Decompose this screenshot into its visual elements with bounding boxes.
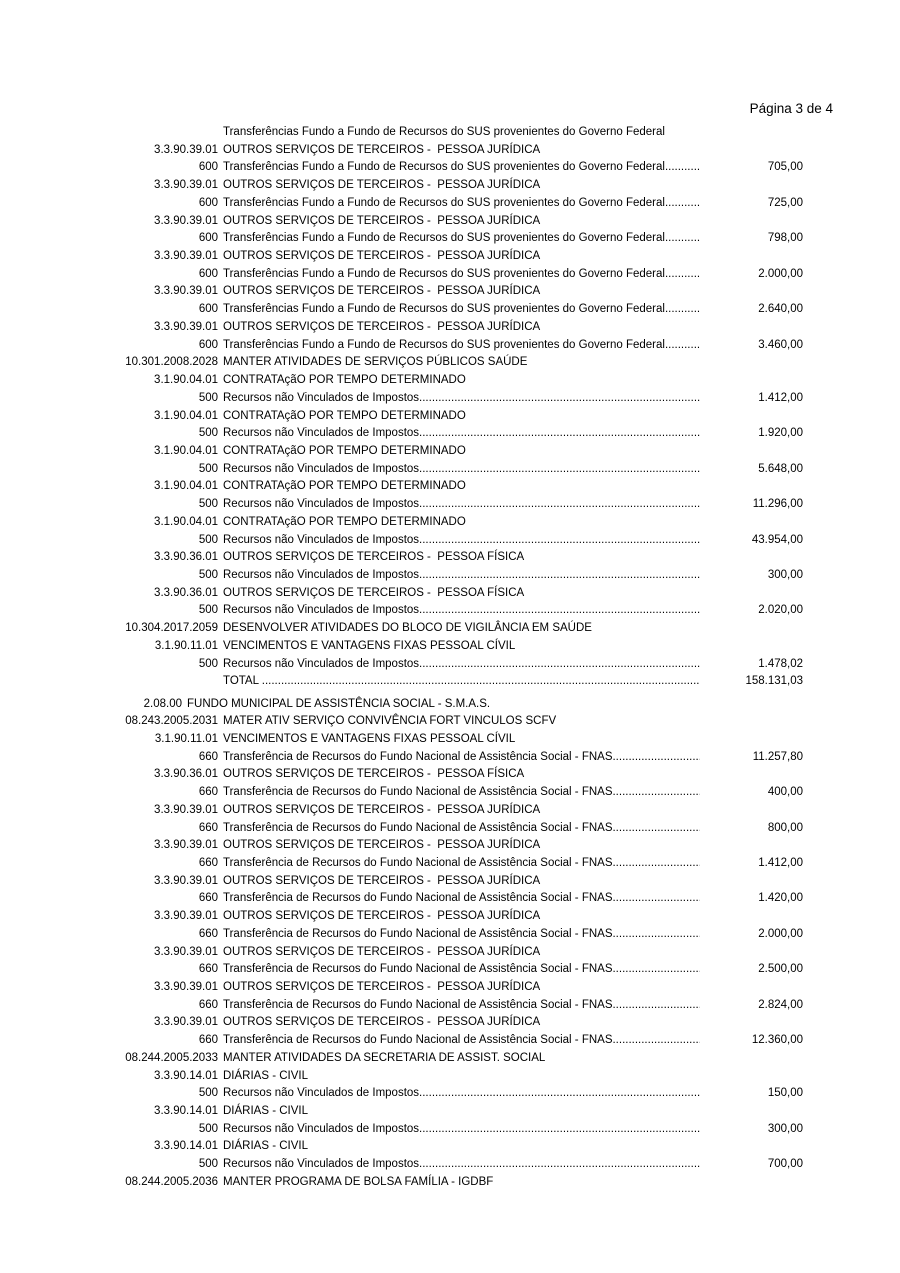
row-code: 660 [198, 821, 218, 834]
budget-row-element [100, 638, 803, 656]
budget-row-source [100, 461, 803, 479]
row-code: 600 [198, 196, 218, 209]
budget-row-source [100, 496, 803, 514]
row-code: 660 [198, 892, 218, 905]
row-code: 600 [198, 303, 218, 316]
row-description: Recursos não Vinculados de Impostos [223, 657, 420, 670]
dot-leader [419, 567, 700, 585]
row-description-wrap [223, 1103, 700, 1121]
row-description-wrap [223, 283, 700, 301]
row-description: CONTRATAçãO POR TEMPO DETERMINADO [223, 374, 466, 387]
row-description-wrap [223, 620, 700, 638]
row-code: 500 [198, 657, 218, 670]
row-code: 500 [198, 427, 218, 440]
budget-row-source [100, 749, 803, 767]
row-description: Recursos não Vinculados de Impostos [223, 1087, 420, 1100]
budget-row-element [100, 372, 803, 390]
row-description: Transferência de Recursos do Fundo Nacional de Assistência Social - FNAS [223, 821, 613, 834]
row-code: 600 [198, 161, 218, 174]
row-value: 2.824,00 [758, 998, 803, 1011]
row-code: 08.244.2005.2033 [125, 1051, 218, 1064]
row-description: Transferência de Recursos do Fundo Nacional de Assistência Social - FNAS [223, 856, 613, 869]
row-code: 3.3.90.36.01 [154, 551, 218, 564]
row-description-wrap [223, 301, 700, 319]
budget-row-element [100, 1103, 803, 1121]
row-code: 500 [198, 568, 218, 581]
row-description: TOTAL [223, 675, 262, 688]
row-value: 1.920,00 [758, 427, 803, 440]
dot-leader [665, 195, 700, 213]
row-description: CONTRATAçãO POR TEMPO DETERMINADO [223, 409, 466, 422]
budget-row-source [100, 1121, 803, 1139]
row-code: 660 [198, 750, 218, 763]
row-description: Transferência de Recursos do Fundo Nacional de Assistência Social - FNAS [223, 998, 613, 1011]
row-value: 2.640,00 [758, 303, 803, 316]
row-code: 3.3.90.39.01 [154, 214, 218, 227]
budget-row-source [100, 1032, 803, 1050]
row-description-wrap [187, 696, 700, 714]
row-code: 3.3.90.39.01 [154, 874, 218, 887]
budget-row-element [100, 908, 803, 926]
row-description: Transferências Fundo a Fundo de Recursos do SUS provenientes do Governo Federal [223, 161, 665, 174]
row-description: Transferência de Recursos do Fundo Nacional de Assistência Social - FNAS [223, 750, 613, 763]
row-description-wrap [223, 443, 700, 461]
row-value: 2.020,00 [758, 604, 803, 617]
dot-leader [419, 602, 700, 620]
row-description-wrap [223, 585, 700, 603]
row-value: 2.000,00 [758, 927, 803, 940]
budget-row-element [100, 1014, 803, 1032]
row-description: Transferência de Recursos do Fundo Nacional de Assistência Social - FNAS [223, 963, 613, 976]
row-code: 3.3.90.39.01 [154, 285, 218, 298]
row-code: 500 [198, 462, 218, 475]
row-code: 3.1.90.11.01 [154, 732, 218, 745]
row-description: Recursos não Vinculados de Impostos [223, 604, 420, 617]
row-description: MANTER PROGRAMA DE BOLSA FAMÍLIA - IGDBF [223, 1175, 494, 1188]
budget-row-source [100, 159, 803, 177]
budget-row-source [100, 926, 803, 944]
row-description: Transferências Fundo a Fundo de Recursos do SUS provenientes do Governo Federal [223, 196, 665, 209]
budget-row-element [100, 1068, 803, 1086]
budget-row-source [100, 1156, 803, 1174]
row-code: 500 [198, 533, 218, 546]
row-description-wrap [223, 837, 700, 855]
dot-leader [419, 1085, 700, 1103]
row-value: 300,00 [767, 1122, 803, 1135]
budget-row-source [100, 230, 803, 248]
dot-leader [665, 230, 700, 248]
row-description-wrap [223, 337, 700, 355]
dot-leader [612, 820, 700, 838]
row-description: OUTROS SERVIÇOS DE TERCEIROS - PESSOA JURÍDICA [223, 945, 541, 958]
row-description: MATER ATIV SERVIÇO CONVIVÊNCIA FORT VINCULOS SCFV [223, 715, 557, 728]
row-description-wrap [223, 766, 700, 784]
row-description-wrap [223, 926, 700, 944]
row-description: MANTER ATIVIDADES DA SECRETARIA DE ASSIST. SOCIAL [223, 1051, 546, 1064]
row-description: Transferência de Recursos do Fundo Nacional de Assistência Social - FNAS [223, 1034, 613, 1047]
row-value: 11.257,80 [752, 750, 803, 763]
row-description-wrap [223, 855, 700, 873]
budget-row-program [100, 620, 803, 638]
row-description: OUTROS SERVIÇOS DE TERCEIROS - PESSOA JURÍDICA [223, 250, 541, 263]
row-description-wrap [223, 514, 700, 532]
row-description: Recursos não Vinculados de Impostos [223, 1122, 420, 1135]
row-description: Transferência de Recursos do Fundo Nacional de Assistência Social - FNAS [223, 786, 613, 799]
budget-row-element [100, 514, 803, 532]
row-value: 1.412,00 [758, 391, 803, 404]
budget-row-element [100, 979, 803, 997]
row-value: 800,00 [767, 821, 803, 834]
dot-leader [419, 461, 700, 479]
row-description: Recursos não Vinculados de Impostos [223, 391, 420, 404]
budget-row-program [100, 1174, 803, 1192]
budget-row-source [100, 337, 803, 355]
row-description-wrap [223, 602, 700, 620]
budget-row-source [100, 656, 803, 674]
row-description-wrap [223, 890, 700, 908]
row-code: 3.3.90.39.01 [154, 320, 218, 333]
budget-row-source [100, 820, 803, 838]
row-description: CONTRATAçãO POR TEMPO DETERMINADO [223, 444, 466, 457]
dot-leader [665, 301, 700, 319]
budget-row-source [100, 602, 803, 620]
budget-row-element [100, 478, 803, 496]
row-description-wrap [223, 372, 700, 390]
row-description-wrap [223, 820, 700, 838]
row-description-wrap [223, 908, 700, 926]
row-description-wrap [223, 124, 700, 142]
budget-row-element [100, 319, 803, 337]
row-value: 158.131,03 [745, 675, 803, 688]
row-description-wrap [223, 159, 700, 177]
row-code: 3.3.90.39.01 [154, 910, 218, 923]
row-description: FUNDO MUNICIPAL DE ASSISTÊNCIA SOCIAL - S.M.A.S. [187, 697, 491, 710]
row-value: 1.412,00 [758, 856, 803, 869]
row-description: Recursos não Vinculados de Impostos [223, 462, 420, 475]
row-description-wrap [223, 784, 700, 802]
row-code: 10.304.2017.2059 [125, 622, 218, 635]
row-description-wrap [223, 354, 700, 372]
row-description-wrap [223, 177, 700, 195]
row-value: 150,00 [767, 1087, 803, 1100]
row-description-wrap [223, 673, 700, 691]
budget-row-element [100, 873, 803, 891]
row-description-wrap [223, 478, 700, 496]
row-description: Transferências Fundo a Fundo de Recursos do SUS provenientes do Governo Federal [223, 338, 665, 351]
row-code: 08.243.2005.2031 [125, 715, 218, 728]
budget-row-source [100, 266, 803, 284]
budget-row-continuation [100, 124, 803, 142]
budget-row-source [100, 961, 803, 979]
row-description: OUTROS SERVIÇOS DE TERCEIROS - PESSOA JURÍDICA [223, 839, 541, 852]
budget-row-element [100, 248, 803, 266]
row-code: 3.3.90.39.01 [154, 143, 218, 156]
row-description-wrap [223, 802, 700, 820]
row-value: 1.420,00 [758, 892, 803, 905]
row-description: Transferência de Recursos do Fundo Nacional de Assistência Social - FNAS [223, 892, 613, 905]
budget-row-source [100, 532, 803, 550]
row-description-wrap [223, 979, 700, 997]
budget-row-source [100, 390, 803, 408]
row-description-wrap [223, 1121, 700, 1139]
row-description-wrap [223, 713, 700, 731]
row-value: 12.360,00 [751, 1034, 803, 1047]
dot-leader [612, 855, 700, 873]
row-description: DESENVOLVER ATIVIDADES DO BLOCO DE VIGILÂNCIA EM SAÚDE [223, 622, 592, 635]
row-code: 3.3.90.39.01 [154, 839, 218, 852]
row-value: 705,00 [767, 161, 803, 174]
row-value: 1.478,02 [758, 657, 803, 670]
row-value: 725,00 [767, 196, 803, 209]
row-description: OUTROS SERVIÇOS DE TERCEIROS - PESSOA JURÍDICA [223, 320, 541, 333]
dot-leader [665, 337, 700, 355]
row-description: DIÁRIAS - CIVIL [223, 1105, 308, 1118]
row-code: 3.3.90.39.01 [154, 250, 218, 263]
budget-row-program [100, 1050, 803, 1068]
row-code: 600 [198, 338, 218, 351]
row-code: 500 [198, 1158, 218, 1171]
row-description: VENCIMENTOS E VANTAGENS FIXAS PESSOAL CÍVIL [223, 639, 516, 652]
row-code: 08.244.2005.2036 [125, 1175, 218, 1188]
dot-leader [665, 159, 700, 177]
page-number: Página 3 de 4 [749, 101, 833, 116]
dot-leader [612, 749, 700, 767]
row-description: Transferências Fundo a Fundo de Recursos do SUS provenientes do Governo Federal [223, 267, 665, 280]
dot-leader [419, 496, 700, 514]
row-description-wrap [223, 461, 700, 479]
row-code: 500 [198, 391, 218, 404]
row-description: Transferências Fundo a Fundo de Recursos do SUS provenientes do Governo Federal [223, 303, 665, 316]
row-value: 3.460,00 [758, 338, 803, 351]
row-value: 300,00 [767, 568, 803, 581]
row-code: 660 [198, 963, 218, 976]
row-code: 500 [198, 1122, 218, 1135]
row-code: 3.3.90.36.01 [154, 768, 218, 781]
row-description-wrap [223, 1156, 700, 1174]
row-description-wrap [223, 549, 700, 567]
dot-leader [612, 1032, 700, 1050]
budget-row-source [100, 425, 803, 443]
row-code: 3.1.90.04.01 [154, 515, 218, 528]
dot-leader [612, 961, 700, 979]
dot-leader [419, 390, 700, 408]
budget-row-element [100, 283, 803, 301]
row-description-wrap [223, 1014, 700, 1032]
row-description-wrap [223, 731, 700, 749]
budget-rows [100, 124, 803, 1192]
row-description: Recursos não Vinculados de Impostos [223, 533, 420, 546]
row-description-wrap [223, 408, 700, 426]
row-description-wrap [223, 1032, 700, 1050]
row-code: 3.1.90.04.01 [154, 409, 218, 422]
budget-row-element [100, 944, 803, 962]
row-description-wrap [223, 1050, 700, 1068]
budget-row-source [100, 855, 803, 873]
row-code: 2.08.00 [143, 697, 182, 710]
budget-row-source [100, 567, 803, 585]
row-value: 400,00 [767, 786, 803, 799]
dot-leader [262, 673, 700, 691]
row-value: 798,00 [767, 232, 803, 245]
row-description: OUTROS SERVIÇOS DE TERCEIROS - PESSOA JURÍDICA [223, 143, 541, 156]
dot-leader [419, 425, 700, 443]
dot-leader [419, 656, 700, 674]
row-description-wrap [223, 532, 700, 550]
budget-row-element [100, 837, 803, 855]
dot-leader [419, 532, 700, 550]
budget-row-element [100, 585, 803, 603]
row-description-wrap [223, 638, 700, 656]
budget-row-element [100, 802, 803, 820]
row-description: OUTROS SERVIÇOS DE TERCEIROS - PESSOA JURÍDICA [223, 803, 541, 816]
row-code: 3.3.90.14.01 [154, 1069, 218, 1082]
row-code: 600 [198, 267, 218, 280]
dot-leader [419, 1156, 700, 1174]
dot-leader [612, 926, 700, 944]
dot-leader [419, 1121, 700, 1139]
row-description-wrap [223, 195, 700, 213]
row-description: OUTROS SERVIÇOS DE TERCEIROS - PESSOA JURÍDICA [223, 179, 541, 192]
row-description-wrap [223, 997, 700, 1015]
row-description-wrap [223, 1174, 700, 1192]
row-description-wrap [223, 425, 700, 443]
row-code: 500 [198, 604, 218, 617]
row-code: 3.3.90.14.01 [154, 1105, 218, 1118]
row-description-wrap [223, 567, 700, 585]
budget-row-program [100, 354, 803, 372]
budget-row-element [100, 1138, 803, 1156]
row-description: OUTROS SERVIÇOS DE TERCEIROS - PESSOA JURÍDICA [223, 285, 541, 298]
dot-leader [612, 997, 700, 1015]
row-code: 660 [198, 927, 218, 940]
dot-leader [612, 890, 700, 908]
row-code: 3.3.90.36.01 [154, 586, 218, 599]
budget-row-source [100, 301, 803, 319]
row-description-wrap [223, 319, 700, 337]
row-description: CONTRATAçãO POR TEMPO DETERMINADO [223, 480, 466, 493]
row-description-wrap [223, 749, 700, 767]
row-description: OUTROS SERVIÇOS DE TERCEIROS - PESSOA FÍSICA [223, 586, 525, 599]
row-description-wrap [223, 873, 700, 891]
row-value: 5.648,00 [758, 462, 803, 475]
budget-row-element [100, 177, 803, 195]
row-code: 3.3.90.14.01 [154, 1140, 218, 1153]
budget-row-element [100, 142, 803, 160]
row-description: CONTRATAçãO POR TEMPO DETERMINADO [223, 515, 466, 528]
row-description: OUTROS SERVIÇOS DE TERCEIROS - PESSOA JURÍDICA [223, 910, 541, 923]
dot-leader [612, 784, 700, 802]
row-description: MANTER ATIVIDADES DE SERVIÇOS PÚBLICOS SAÚDE [223, 356, 528, 369]
budget-row-element [100, 443, 803, 461]
row-description: OUTROS SERVIÇOS DE TERCEIROS - PESSOA JURÍDICA [223, 981, 541, 993]
row-code: 10.301.2008.2028 [125, 356, 218, 369]
row-description-wrap [223, 961, 700, 979]
row-description: OUTROS SERVIÇOS DE TERCEIROS - PESSOA JURÍDICA [223, 1016, 541, 1029]
row-description-wrap [223, 1138, 700, 1156]
budget-row-total [100, 673, 803, 691]
row-description: Transferência de Recursos do Fundo Nacional de Assistência Social - FNAS [223, 927, 613, 940]
row-description: Recursos não Vinculados de Impostos [223, 1158, 420, 1171]
row-description-wrap [223, 266, 700, 284]
budget-row-element [100, 408, 803, 426]
row-code: 3.3.90.39.01 [154, 179, 218, 192]
row-description-wrap [223, 142, 700, 160]
row-description: VENCIMENTOS E VANTAGENS FIXAS PESSOAL CÍVIL [223, 732, 516, 745]
row-code: 3.3.90.39.01 [154, 803, 218, 816]
budget-row-source [100, 890, 803, 908]
row-code: 660 [198, 786, 218, 799]
row-description-wrap [223, 230, 700, 248]
row-description: OUTROS SERVIÇOS DE TERCEIROS - PESSOA JURÍDICA [223, 874, 541, 887]
row-code: 3.1.90.11.01 [154, 639, 218, 652]
row-code: 600 [198, 232, 218, 245]
row-description: OUTROS SERVIÇOS DE TERCEIROS - PESSOA JURÍDICA [223, 214, 541, 227]
row-code: 3.3.90.39.01 [154, 1016, 218, 1029]
budget-row-source [100, 784, 803, 802]
row-value: 11.296,00 [752, 498, 803, 511]
row-description-wrap [223, 656, 700, 674]
row-description: OUTROS SERVIÇOS DE TERCEIROS - PESSOA FÍSICA [223, 551, 525, 564]
row-description: Recursos não Vinculados de Impostos [223, 568, 420, 581]
row-description-wrap [223, 390, 700, 408]
row-description-wrap [223, 944, 700, 962]
dot-leader [665, 266, 700, 284]
row-code: 660 [198, 1034, 218, 1047]
row-description: Recursos não Vinculados de Impostos [223, 498, 420, 511]
budget-row-unit [100, 696, 803, 714]
row-code: 500 [198, 1087, 218, 1100]
budget-row-element [100, 731, 803, 749]
budget-row-element [100, 549, 803, 567]
row-code: 3.1.90.04.01 [154, 444, 218, 457]
row-code: 3.1.90.04.01 [154, 480, 218, 493]
row-description-wrap [223, 1068, 700, 1086]
row-code: 660 [198, 998, 218, 1011]
row-value: 2.500,00 [758, 963, 803, 976]
row-code: 500 [198, 498, 218, 511]
budget-row-element [100, 766, 803, 784]
row-value: 700,00 [767, 1158, 803, 1171]
budget-row-program [100, 713, 803, 731]
row-code: 3.3.90.39.01 [154, 981, 218, 993]
row-description: Transferências Fundo a Fundo de Recursos do SUS provenientes do Governo Federal [223, 232, 665, 245]
row-description: DIÁRIAS - CIVIL [223, 1140, 308, 1153]
budget-row-source [100, 997, 803, 1015]
row-description: Transferências Fundo a Fundo de Recursos do SUS provenientes do Governo Federal [223, 126, 665, 138]
row-description: OUTROS SERVIÇOS DE TERCEIROS - PESSOA FÍSICA [223, 768, 525, 781]
row-code: 3.3.90.39.01 [154, 945, 218, 958]
row-description: Recursos não Vinculados de Impostos [223, 427, 420, 440]
row-description-wrap [223, 1085, 700, 1103]
budget-row-source [100, 1085, 803, 1103]
row-description: DIÁRIAS - CIVIL [223, 1069, 308, 1082]
budget-row-element [100, 213, 803, 231]
row-description-wrap [223, 248, 700, 266]
row-value: 2.000,00 [758, 267, 803, 280]
row-description-wrap [223, 213, 700, 231]
row-code: 660 [198, 856, 218, 869]
row-value: 43.954,00 [751, 533, 803, 546]
row-description-wrap [223, 496, 700, 514]
budget-row-source [100, 195, 803, 213]
row-code: 3.1.90.04.01 [154, 374, 218, 387]
